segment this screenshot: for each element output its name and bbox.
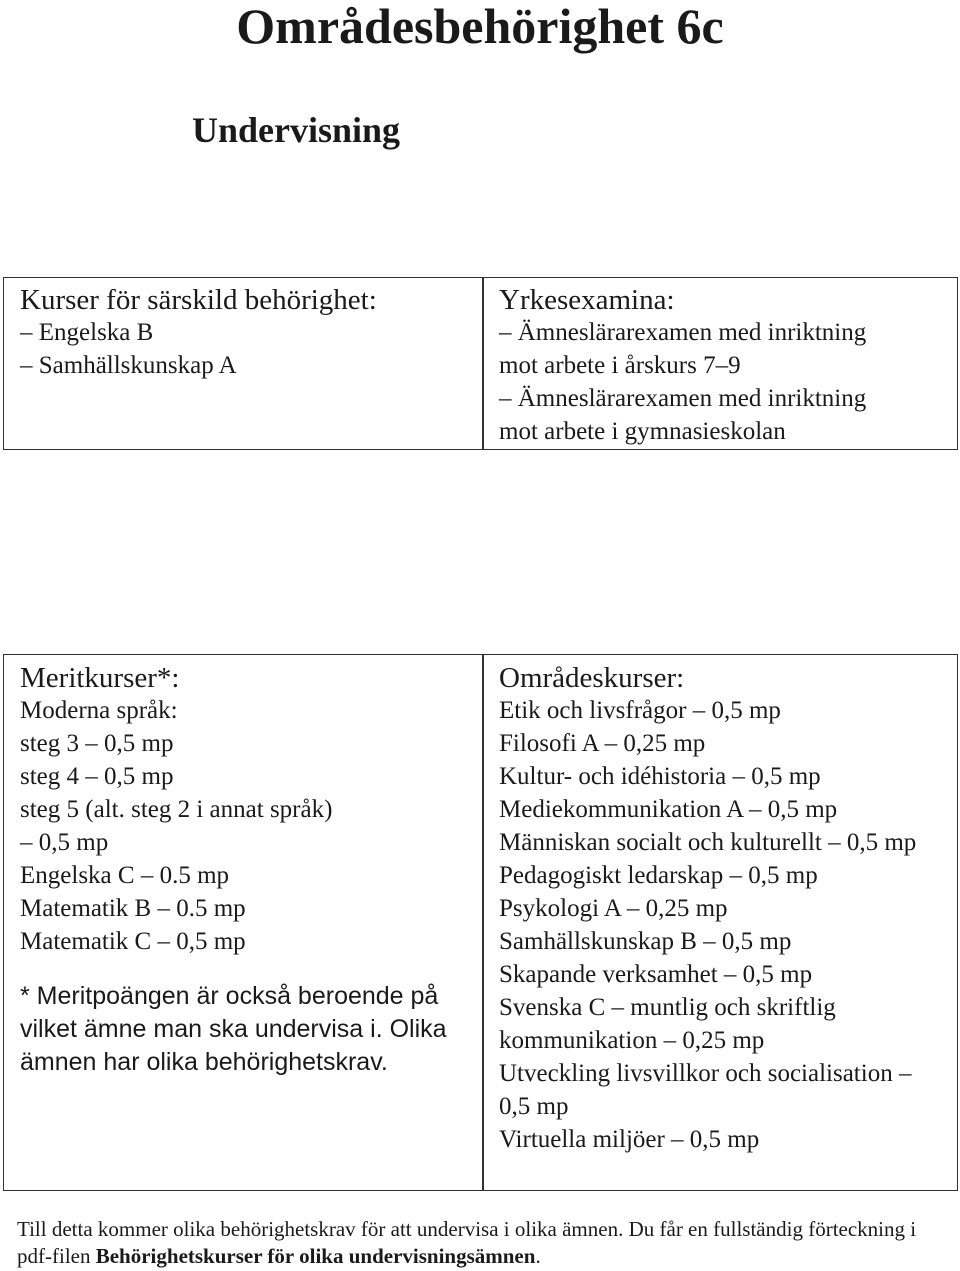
special-item: – Engelska B [20,319,154,346]
professional-degrees-box [482,277,958,450]
merit-item: steg 3 – 0,5 mp [20,730,174,757]
footer-text: Till detta kommer olika behörighetskrav för att undervisa i olika ämnen. Du får en fullständig förteckning i pdf-filen [17,1217,917,1268]
area-item: Pedagogiskt ledarskap – 0,5 mp [499,862,818,889]
footer-end: . [535,1244,541,1268]
degree-item: – Ämneslärarexamen med inriktning [499,319,867,346]
area-courses-heading: Områdeskurser: [499,662,685,694]
footer-document-name: Behörighetskurser för olika undervisningsämnen [95,1244,536,1268]
merit-item: steg 4 – 0,5 mp [20,763,174,790]
merit-item: Matematik B – 0.5 mp [20,895,246,922]
area-item: Samhällskunskap B – 0,5 mp [499,928,792,955]
merit-item: Matematik C – 0,5 mp [20,928,246,955]
area-item: Kultur- och idéhistoria – 0,5 mp [499,763,821,790]
degree-item: – Ämneslärarexamen med inriktning [499,385,867,412]
special-requirements-heading: Kurser för särskild behörighet: [20,284,377,316]
merit-courses-box [3,654,484,1191]
merit-footnote: * Meritpoängen är också beroende på vilket ämne man ska undervisa i. Olika ämnen har olika behörighetskrav. [20,982,447,1076]
merit-item: Engelska C – 0.5 mp [20,862,230,889]
merit-courses-heading: Meritkurser*: [20,662,180,694]
footer-note [17,1216,947,1270]
area-courses-box [482,654,958,1191]
page-subtitle: Undervisning [192,110,401,150]
area-item: Virtuella miljöer – 0,5 mp [499,1126,760,1153]
professional-degrees-heading: Yrkesexamina: [499,284,675,316]
degree-item: mot arbete i årskurs 7–9 [499,352,741,379]
area-item: Etik och livsfrågor – 0,5 mp [499,697,781,724]
area-item: Mediekommunikation A – 0,5 mp [499,796,838,823]
special-item: – Samhällskunskap A [20,352,237,379]
merit-item: steg 5 (alt. steg 2 i annat språk) [20,796,333,823]
area-item: Skapande verksamhet – 0,5 mp [499,961,813,988]
area-item: Filosofi A – 0,25 mp [499,730,706,757]
degree-item: mot arbete i gymnasieskolan [499,418,786,445]
page-title: Områdesbehörighet 6c [236,0,724,54]
special-requirements-box [3,277,484,450]
merit-item: – 0,5 mp [20,829,109,856]
area-item: Utveckling livsvillkor och socialisation – 0,5 mp [499,1060,912,1120]
area-item: Psykologi A – 0,25 mp [499,895,728,922]
area-item: Människan socialt och kulturellt – 0,5 mp [499,829,917,856]
merit-item: Moderna språk: [20,697,178,724]
area-item: Svenska C – muntlig och skriftlig kommunikation – 0,25 mp [499,994,836,1054]
